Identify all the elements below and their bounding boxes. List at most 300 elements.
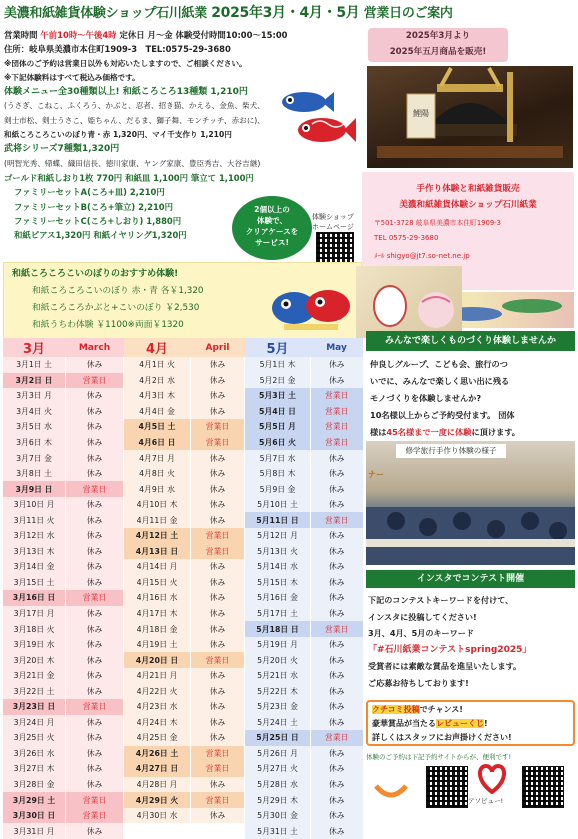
calendar-row xyxy=(3,683,363,699)
calendar-row xyxy=(3,792,363,808)
menu-line-2: (うさぎ、こねこ、ふくろう、かぶと、忍者、招き猫、かえる、金魚、柴犬、 xyxy=(4,101,265,111)
fun-line-5a: 様は xyxy=(370,427,387,437)
calendar-row xyxy=(3,730,363,746)
kabuto-illustration xyxy=(367,66,573,168)
calendar-status-cell: 営業日 xyxy=(311,419,363,435)
calendar-status-cell: 営業日 xyxy=(191,544,245,560)
calendar-status-cell: 休み xyxy=(66,466,124,482)
fun-line-3: モノづくりを体験しませんか? xyxy=(370,393,482,403)
calendar-date-cell: 5月11日 日 xyxy=(245,512,311,528)
calendar-status-cell: 休み xyxy=(66,512,124,528)
calendar-row xyxy=(3,575,363,591)
calendar-status-cell: 営業日 xyxy=(311,730,363,746)
calendar-date-cell: 5月23日 金 xyxy=(245,699,311,715)
calendar-status-cell: 休み xyxy=(311,808,363,824)
calendar-date-cell: 3月30日 日 xyxy=(3,808,66,824)
calendar-status-cell: 休み xyxy=(66,746,124,762)
calendar-status-cell: 休み xyxy=(191,590,245,606)
title-suffix: 営業日のご案内 xyxy=(363,6,453,21)
calendar-status-cell: 休み xyxy=(311,590,363,606)
calendar-date-cell: 5月10日 土 xyxy=(245,497,311,513)
calendar-status-cell: 休み xyxy=(66,683,124,699)
ribbon-line-2: 2025年五月商品を販売! xyxy=(389,47,487,57)
calendar-status-cell: 休み xyxy=(191,668,245,684)
calendar-date-cell: 3月3日 月 xyxy=(3,388,66,404)
calendar-date-cell: 3月6日 木 xyxy=(3,435,66,451)
calendar-date-cell: 5月13日 火 xyxy=(245,544,311,560)
may-header-jp: 5月 xyxy=(245,338,311,357)
koinobori-doll-image xyxy=(264,268,358,336)
calendar-status-cell: 休み xyxy=(66,357,124,373)
shop-line-1: 手作り体験と和紙雑貨販売 xyxy=(416,184,520,194)
calendar-row xyxy=(3,621,363,637)
calendar-status-cell: 休み xyxy=(66,652,124,668)
calendar-status-cell: 休み xyxy=(66,528,124,544)
calendar-date-cell: 3月1日 土 xyxy=(3,357,66,373)
bubble-line-1: 2個以上の xyxy=(254,205,290,214)
calendar-date-cell: 3月13日 木 xyxy=(3,544,66,560)
family-set-b: ファミリーセットB(ころ+筆立) 2,210円 xyxy=(14,201,174,212)
menu-line-1: 体験メニュー全30種類以上! 和紙ころころ13種類 1,210円 xyxy=(4,87,248,98)
calendar-date-cell: 4月7日 月 xyxy=(124,450,191,466)
school-trip-photo xyxy=(366,441,575,565)
calendar-status-cell: 休み xyxy=(66,419,124,435)
calendar-date-cell: 3月27日 木 xyxy=(3,761,66,777)
page-title xyxy=(4,2,453,22)
calendar-date-cell: 4月20日 日 xyxy=(124,652,191,668)
calendar-status-cell: 営業日 xyxy=(191,419,245,435)
calendar-date-cell: 4月10日 木 xyxy=(124,497,191,513)
calendar-status-cell: 休み xyxy=(311,575,363,591)
calendar-date-cell: 5月18日 日 xyxy=(245,621,311,637)
shop-line-4: TEL 0575-29-3680 xyxy=(374,234,439,242)
calendar-date-cell: 5月28日 水 xyxy=(245,777,311,793)
calendar-date-cell: 4月21日 月 xyxy=(124,668,191,684)
insta-line-1: 下記のコンテストキーワードを付けて、 xyxy=(368,595,514,605)
calendar-date-cell: 3月21日 金 xyxy=(3,668,66,684)
calendar-status-cell: 休み xyxy=(311,761,363,777)
school-trip-illustration xyxy=(366,441,575,565)
calendar-date-cell: 3月28日 金 xyxy=(3,777,66,793)
calendar-status-cell: 休み xyxy=(191,559,245,575)
calendar-status-cell: 休み xyxy=(191,637,245,653)
calendar-date-cell: 4月13日 日 xyxy=(124,544,191,560)
menu-line-6: (明智光秀、帰蝶、織田信長、徳川家康、ヤング家康、豊臣秀吉、大谷吉継) xyxy=(4,158,261,168)
calendar-row xyxy=(3,404,363,420)
washi-doll-illustration xyxy=(356,266,462,338)
calendar-status-cell: 休み xyxy=(66,559,124,575)
fun-line-5c: に頂けます。 xyxy=(471,427,520,437)
insta-line-3: 3月、4月、5月のキーワード xyxy=(368,628,474,638)
calendar-status-cell: 営業日 xyxy=(191,652,245,668)
calendar-date-cell: 5月14日 水 xyxy=(245,559,311,575)
calendar-status-cell: 休み xyxy=(66,761,124,777)
calendar-date-cell: 3月16日 日 xyxy=(3,590,66,606)
calendar-status-cell: 休み xyxy=(191,777,245,793)
campaign-line-2b: レビューくじ xyxy=(436,719,484,728)
calendar-date-cell: 3月8日 土 xyxy=(3,466,66,482)
insta-line-2: インスタに投稿してください! xyxy=(368,611,477,622)
instagram-contest-text xyxy=(368,592,531,691)
shop-line-3: 〒501-3728 岐阜県美濃市本住町1909-3 xyxy=(374,219,501,227)
fun-line-5b: 45名様まで一度に体験 xyxy=(386,427,472,437)
calendar-status-cell: 休み xyxy=(191,683,245,699)
calendar-status-cell: 休み xyxy=(311,715,363,731)
calendar-date-cell: 4月8日 火 xyxy=(124,466,191,482)
calendar-date-cell: 5月1日 木 xyxy=(245,357,311,373)
calendar-date-cell: 4月12日 土 xyxy=(124,528,191,544)
calendar-row xyxy=(3,466,363,482)
hp-line-2: ホームページ xyxy=(312,223,354,231)
calendar-date-cell: 5月20日 火 xyxy=(245,652,311,668)
asoview-label: アソビュー! xyxy=(468,797,504,805)
calendar-status-cell: 休み xyxy=(66,544,124,560)
calendar-status-cell: 休み xyxy=(311,559,363,575)
calendar-status-cell: 休み xyxy=(311,528,363,544)
washi-craft-image xyxy=(356,266,462,338)
new-product-ribbon xyxy=(368,28,508,62)
calendar-date-cell: 3月4日 火 xyxy=(3,404,66,420)
calendar-date-cell: 5月31日 土 xyxy=(245,823,311,839)
calendar-date-cell: 3月12日 水 xyxy=(3,528,66,544)
bubble-line-4: サービス! xyxy=(255,238,289,247)
campaign-line-2a: 豪華賞品が当たる xyxy=(372,719,436,728)
piercing-line: 和紙ピアス1,320円 和紙イヤリング1,320円 xyxy=(14,230,187,241)
fun-line-4: 10名様以上からご予約受付ます。 団体 xyxy=(370,410,515,420)
calendar-row xyxy=(3,388,363,404)
calendar-status-cell: 営業日 xyxy=(311,512,363,528)
calendar-date-cell: 3月20日 木 xyxy=(3,652,66,668)
calendar-row xyxy=(3,823,363,839)
group-experience-banner: みんなで楽しくものづくり体験しませんか xyxy=(366,331,575,351)
calendar-status-cell: 休み xyxy=(66,435,124,451)
calendar-status-cell: 休み xyxy=(311,357,363,373)
calendar-date-cell: 4月18日 金 xyxy=(124,621,191,637)
calendar-row xyxy=(3,559,363,575)
smile-logo-icon xyxy=(372,776,410,804)
hours-label: 営業時間 xyxy=(4,30,38,40)
calendar-date-cell: 3月7日 金 xyxy=(3,450,66,466)
calendar-date-cell: 5月8日 木 xyxy=(245,466,311,482)
may-header-en: May xyxy=(311,338,363,357)
calendar-row xyxy=(3,512,363,528)
calendar-date-cell: 3月11日 火 xyxy=(3,512,66,528)
calendar-status-cell: 休み xyxy=(66,715,124,731)
calendar-status-cell: 休み xyxy=(191,699,245,715)
kabuto-photo xyxy=(367,66,573,168)
calendar-status-cell: 営業日 xyxy=(66,590,124,606)
calendar-date-cell: 4月15日 火 xyxy=(124,575,191,591)
calendar-status-cell: 営業日 xyxy=(191,435,245,451)
group-experience-text xyxy=(370,356,520,441)
calendar-row xyxy=(3,668,363,684)
group-note: ※団体のご予約は営業日以外も対応いたしますので、ご相談ください。 xyxy=(4,58,247,68)
calendar-date-cell: 5月12日 月 xyxy=(245,528,311,544)
calendar-status-cell: 休み xyxy=(66,497,124,513)
calendar-date-cell: 4月16日 水 xyxy=(124,590,191,606)
calendar-status-cell: 休み xyxy=(191,388,245,404)
calendar-status-cell: 営業日 xyxy=(311,621,363,637)
calendar-date-cell: 5月3日 土 xyxy=(245,388,311,404)
calendar-date-cell: 4月3日 木 xyxy=(124,388,191,404)
calendar-row xyxy=(3,357,363,373)
calendar-date-cell: 3月18日 火 xyxy=(3,621,66,637)
clear-case-bubble xyxy=(232,196,312,260)
calendar-date-cell: 5月26日 月 xyxy=(245,746,311,762)
calendar-status-cell: 休み xyxy=(191,450,245,466)
calendar-row xyxy=(3,544,363,560)
calendar-row xyxy=(3,777,363,793)
calendar-date-cell: 4月25日 金 xyxy=(124,730,191,746)
family-set-a: ファミリーセットA(ころ+皿) 2,210円 xyxy=(14,187,165,198)
calendar-status-cell: 休み xyxy=(66,823,124,839)
insta-keyword: 「#石川紙業コンテストspring2025」 xyxy=(368,644,532,655)
trip-sign-text: ナー xyxy=(368,470,384,479)
calendar-date-cell: 4月5日 土 xyxy=(124,419,191,435)
calendar-status-cell: 休み xyxy=(311,481,363,497)
instagram-contest-banner: インスタでコンテスト開催 xyxy=(366,570,575,588)
title-shop: 美濃和紙雑貨体験ショップ石川紙業 xyxy=(4,6,207,21)
calendar-status-cell: 休み xyxy=(191,606,245,622)
calendar-date-cell: 3月23日 日 xyxy=(3,699,66,715)
calendar-status-cell: 休み xyxy=(66,668,124,684)
calendar-date-cell: 3月17日 月 xyxy=(3,606,66,622)
title-date: 2025年3月・4月・5月 xyxy=(211,5,360,21)
hours-time: 午前10時～午後4時 xyxy=(40,30,117,40)
calendar-status-cell: 営業日 xyxy=(191,761,245,777)
calendar-date-cell: 3月25日 火 xyxy=(3,730,66,746)
calendar-status-cell: 休み xyxy=(191,730,245,746)
calendar-date-cell: 4月23日 水 xyxy=(124,699,191,715)
calendar-status-cell: 営業日 xyxy=(66,808,124,824)
calendar-row xyxy=(3,761,363,777)
campaign-line-3: 詳しくはスタッフにお声掛けください! xyxy=(372,733,512,742)
calendar-row xyxy=(3,497,363,513)
reservation-footer-text: 体験のご予約は下記予約サイトからが、便利です! xyxy=(366,753,512,761)
calendar-date-cell: 4月27日 日 xyxy=(124,761,191,777)
calendar-status-cell: 休み xyxy=(66,730,124,746)
reservation-qr-code-1[interactable] xyxy=(426,766,468,808)
calendar-status-cell: 休み xyxy=(191,621,245,637)
calendar-date-cell: 4月11日 金 xyxy=(124,512,191,528)
calendar-date-cell: 4月29日 火 xyxy=(124,792,191,808)
calendar-date-cell: 5月30日 金 xyxy=(245,808,311,824)
ribbon-line-1: 2025年3月より xyxy=(405,31,471,41)
calendar-date-cell: 4月24日 木 xyxy=(124,715,191,731)
calendar-status-cell: 休み xyxy=(311,823,363,839)
calendar-date-cell: 5月24日 土 xyxy=(245,715,311,731)
calendar-status-cell: 休み xyxy=(66,388,124,404)
menu-line-5: 武将シリーズ7種類1,320円 xyxy=(4,144,120,155)
calendar-row xyxy=(3,606,363,622)
calendar-status-cell: 営業日 xyxy=(66,699,124,715)
calendar-row xyxy=(3,637,363,653)
homepage-label xyxy=(312,212,354,232)
calendar-date-cell: 5月7日 水 xyxy=(245,450,311,466)
calendar-status-cell: 休み xyxy=(311,683,363,699)
calendar-row xyxy=(3,808,363,824)
calendar-status-cell: 休み xyxy=(191,466,245,482)
bubble-line-2: 体験で、 xyxy=(256,216,288,225)
fun-line-2: いでに、みんなで楽しく思い出に残る xyxy=(370,376,510,386)
calendar-status-cell: 営業日 xyxy=(66,481,124,497)
calendar-date-cell: 5月16日 金 xyxy=(245,590,311,606)
calendar-date-cell: 3月31日 月 xyxy=(3,823,66,839)
calendar-date-cell: 4月17日 木 xyxy=(124,606,191,622)
calendar-row xyxy=(3,715,363,731)
calendar-date-cell xyxy=(124,823,191,839)
asoview-heart-icon xyxy=(474,764,510,794)
calendar-status-cell: 休み xyxy=(191,481,245,497)
calendar-status-cell: 休み xyxy=(191,808,245,824)
calendar-status-cell: 休み xyxy=(311,746,363,762)
calendar-table xyxy=(2,338,363,839)
hours-closed: 定休日 月～金 体験受付時間10:00～15:00 xyxy=(119,30,288,40)
calendar-date-cell: 5月29日 木 xyxy=(245,792,311,808)
calendar-date-cell: 4月4日 金 xyxy=(124,404,191,420)
calendar-status-cell: 休み xyxy=(191,512,245,528)
calendar-date-cell: 4月28日 月 xyxy=(124,777,191,793)
bubble-line-3: クリアケースを xyxy=(245,227,299,236)
shop-line-2: 美濃和紙雑貨体験ショップ石川紙業 xyxy=(399,200,537,210)
menu-line-7: ゴールド和紙しおり1枚 770円 和紙皿 1,100円 筆立て 1,100円 xyxy=(4,172,254,183)
calendar-date-cell: 4月22日 火 xyxy=(124,683,191,699)
calendar-status-cell: 営業日 xyxy=(191,792,245,808)
calendar-status-cell: 休み xyxy=(66,606,124,622)
calendar-status-cell: 休み xyxy=(191,404,245,420)
april-header-en: April xyxy=(191,338,245,357)
school-trip-label: 修学旅行手作り体験の様子 xyxy=(396,444,506,458)
calendar-date-cell: 5月25日 日 xyxy=(245,730,311,746)
calendar-date-cell: 3月24日 月 xyxy=(3,715,66,731)
calendar-date-cell: 3月22日 土 xyxy=(3,683,66,699)
calendar-date-cell: 5月19日 月 xyxy=(245,637,311,653)
march-header-en: March xyxy=(66,338,124,357)
calendar-date-cell: 5月2日 金 xyxy=(245,373,311,389)
calendar-status-cell: 休み xyxy=(311,373,363,389)
calendar-date-cell: 5月4日 日 xyxy=(245,404,311,420)
review-campaign-box xyxy=(366,700,575,746)
calendar-status-cell: 休み xyxy=(66,621,124,637)
menu-line-3: 剣士市松、剣士うさこ、姫ちゃん、だるま、獅子舞、モンチッチ、赤おに)、 xyxy=(4,115,265,125)
calendar-status-cell: 営業日 xyxy=(311,404,363,420)
calendar-date-cell: 5月22日 木 xyxy=(245,683,311,699)
reservation-logo-icon[interactable] xyxy=(372,776,410,804)
calendar-date-cell: 5月9日 金 xyxy=(245,481,311,497)
calendar-date-cell: 3月9日 日 xyxy=(3,481,66,497)
calendar-date-cell: 4月30日 水 xyxy=(124,808,191,824)
asoview-logo-icon[interactable] xyxy=(474,764,510,798)
calendar-date-cell: 4月6日 日 xyxy=(124,435,191,451)
campaign-line-1a: クチコミ投稿 xyxy=(372,705,420,714)
calendar-row xyxy=(3,746,363,762)
calendar-status-cell: 営業日 xyxy=(191,746,245,762)
experience-title: 和紙ころころこいのぼりのおすすめ体験! xyxy=(12,269,179,279)
calendar-date-cell: 5月17日 土 xyxy=(245,606,311,622)
calendar-status-cell: 休み xyxy=(311,497,363,513)
calendar-status-cell: 休み xyxy=(191,575,245,591)
calendar-status-cell: 休み xyxy=(311,450,363,466)
calendar-status-cell: 営業日 xyxy=(311,435,363,451)
calendar-date-cell: 4月9日 水 xyxy=(124,481,191,497)
reservation-qr-code-2[interactable] xyxy=(522,766,564,808)
calendar-status-cell: 休み xyxy=(311,466,363,482)
experience-item-3: 和紙うちわ体験 ￥1100※両面￥1320 xyxy=(32,320,184,330)
calendar-date-cell: 5月27日 火 xyxy=(245,761,311,777)
calendar-status-cell: 営業日 xyxy=(191,528,245,544)
calendar-row xyxy=(3,373,363,389)
calendar-status-cell: 休み xyxy=(311,668,363,684)
calendar-date-cell: 3月15日 土 xyxy=(3,575,66,591)
calendar-date-cell: 3月26日 水 xyxy=(3,746,66,762)
campaign-line-2c: ! xyxy=(484,719,488,728)
fun-line-1: 仲良しグループ、こども会、旅行のつ xyxy=(370,359,508,369)
hp-line-1: 体験ショップ xyxy=(312,213,354,221)
calendar-status-cell: 休み xyxy=(66,637,124,653)
calendar-status-cell: 休み xyxy=(66,450,124,466)
calendar-row xyxy=(3,699,363,715)
experience-item-1: 和紙ころころこいのぼり 赤・青 各￥1,320 xyxy=(32,286,204,296)
business-calendar xyxy=(2,338,362,839)
calendar-row xyxy=(3,652,363,668)
calendar-status-cell: 営業日 xyxy=(66,373,124,389)
calendar-date-cell: 5月21日 水 xyxy=(245,668,311,684)
tax-note: ※下記体験料はすべて税込み価格です。 xyxy=(4,72,140,82)
calendar-status-cell: 休み xyxy=(66,404,124,420)
calendar-row xyxy=(3,435,363,451)
experience-item-2: 和紙ころころかぶと+こいのぼり ￥2,530 xyxy=(32,303,200,313)
campaign-line-1b: でチャンス! xyxy=(419,705,463,714)
family-set-c: ファミリーセットC(ころ+しおり) 1,880円 xyxy=(14,215,182,226)
calendar-status-cell: 休み xyxy=(311,792,363,808)
calendar-status-cell: 休み xyxy=(311,637,363,653)
calendar-row xyxy=(3,528,363,544)
calendar-status-cell: 休み xyxy=(66,777,124,793)
calendar-date-cell: 4月14日 月 xyxy=(124,559,191,575)
calendar-date-cell: 4月19日 土 xyxy=(124,637,191,653)
calendar-date-cell: 5月15日 木 xyxy=(245,575,311,591)
calendar-status-cell: 休み xyxy=(311,777,363,793)
calendar-date-cell: 4月1日 火 xyxy=(124,357,191,373)
kabuto-plaque-text: 鯉陽 xyxy=(413,109,429,118)
calendar-status-cell: 休み xyxy=(311,652,363,668)
calendar-date-cell: 3月5日 水 xyxy=(3,419,66,435)
march-header-jp: 3月 xyxy=(3,338,66,357)
calendar-status-cell xyxy=(191,823,245,839)
calendar-row xyxy=(3,450,363,466)
shop-line-5: ﾒｰﾙ shigyo@jt7.so-net.ne.jp xyxy=(374,252,470,260)
calendar-status-cell: 休み xyxy=(311,606,363,622)
address-line: 住所：岐阜県美濃市本住町1909-3 TEL:0575-29-3680 xyxy=(4,44,231,55)
calendar-status-cell: 営業日 xyxy=(66,792,124,808)
calendar-status-cell: 休み xyxy=(191,357,245,373)
calendar-status-cell: 休み xyxy=(191,373,245,389)
calendar-status-cell: 休み xyxy=(66,575,124,591)
calendar-date-cell: 3月2日 日 xyxy=(3,373,66,389)
menu-line-4: 和紙ころころこいのぼり青・赤 1,320円、マイ千支作り 1,210円 xyxy=(4,130,232,140)
calendar-status-cell: 休み xyxy=(191,715,245,731)
april-header-jp: 4月 xyxy=(124,338,191,357)
insta-line-5: 受賞者には素敵な賞品を進呈いたします。 xyxy=(368,661,522,671)
calendar-status-cell: 休み xyxy=(191,497,245,513)
calendar-date-cell: 3月19日 水 xyxy=(3,637,66,653)
calendar-status-cell: 営業日 xyxy=(311,388,363,404)
calendar-date-cell: 5月5日 月 xyxy=(245,419,311,435)
calendar-date-cell: 3月29日 土 xyxy=(3,792,66,808)
calendar-date-cell: 3月14日 金 xyxy=(3,559,66,575)
calendar-row xyxy=(3,481,363,497)
calendar-row xyxy=(3,590,363,606)
